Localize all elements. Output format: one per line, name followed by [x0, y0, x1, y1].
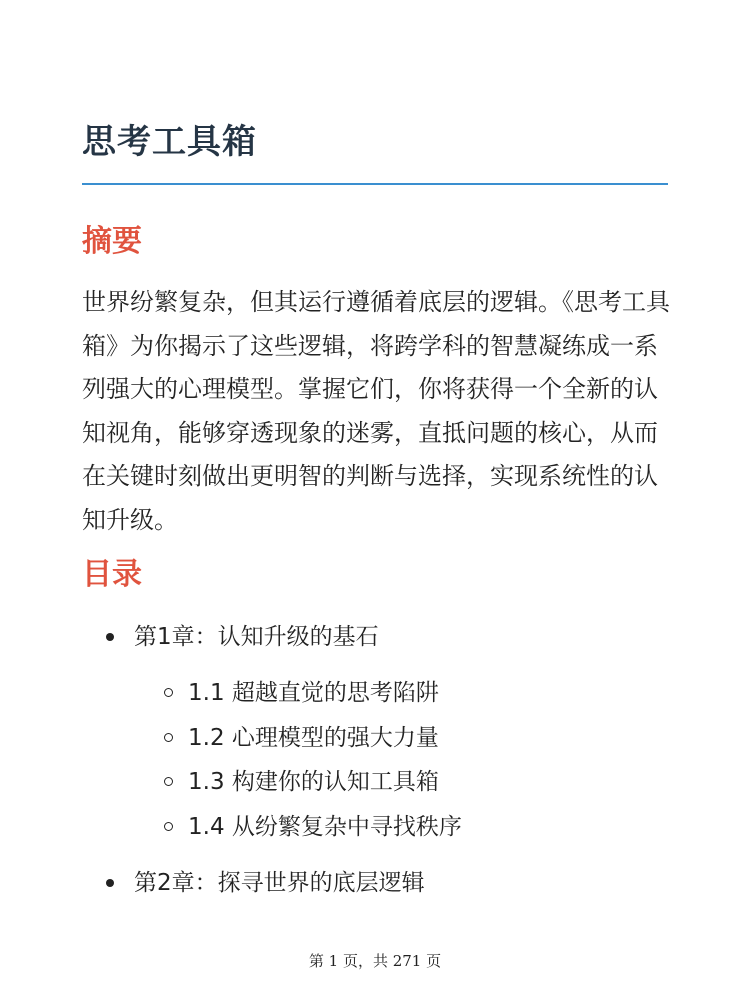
page-footer: 第 1 页，共 271 页	[308, 952, 442, 970]
bullet-circle-icon	[164, 733, 173, 742]
bullet-dot-icon	[106, 879, 114, 887]
toc-section-label: 1.1 超越直觉的思考陷阱	[188, 680, 439, 706]
bullet-circle-icon	[164, 688, 173, 697]
abstract-text: 世界纷繁复杂，但其运行遵循着底层的逻辑。《思考工具箱》为你揭示了这些逻辑，将跨学科的智慧凝练成一系列强大的心理模型。掌握它们，你将获得一个全新的认知视角，能够穿透现象的迷雾，直抵问题的核心，从而在关键时刻做出更明智的判断与选择，实现系统性的认知升级。	[82, 288, 670, 534]
toc-section-label: 1.2 心理模型的强大力量	[188, 725, 439, 751]
abstract-heading: 摘要	[82, 224, 142, 259]
title-divider	[82, 183, 668, 185]
document-page	[82, 0, 668, 1000]
toc-heading: 目录	[82, 557, 142, 592]
bullet-circle-icon	[164, 822, 173, 831]
toc-section-label: 1.4 从纷繁复杂中寻找秩序	[188, 814, 462, 840]
bullet-dot-icon	[106, 633, 114, 641]
toc-section-label: 1.3 构建你的认知工具箱	[188, 769, 439, 795]
document-title: 思考工具箱	[82, 122, 257, 162]
toc-chapter-label: 第1章：认知升级的基石	[134, 624, 379, 650]
toc-chapter-label: 第2章：探寻世界的底层逻辑	[134, 870, 425, 896]
bullet-circle-icon	[164, 777, 173, 786]
